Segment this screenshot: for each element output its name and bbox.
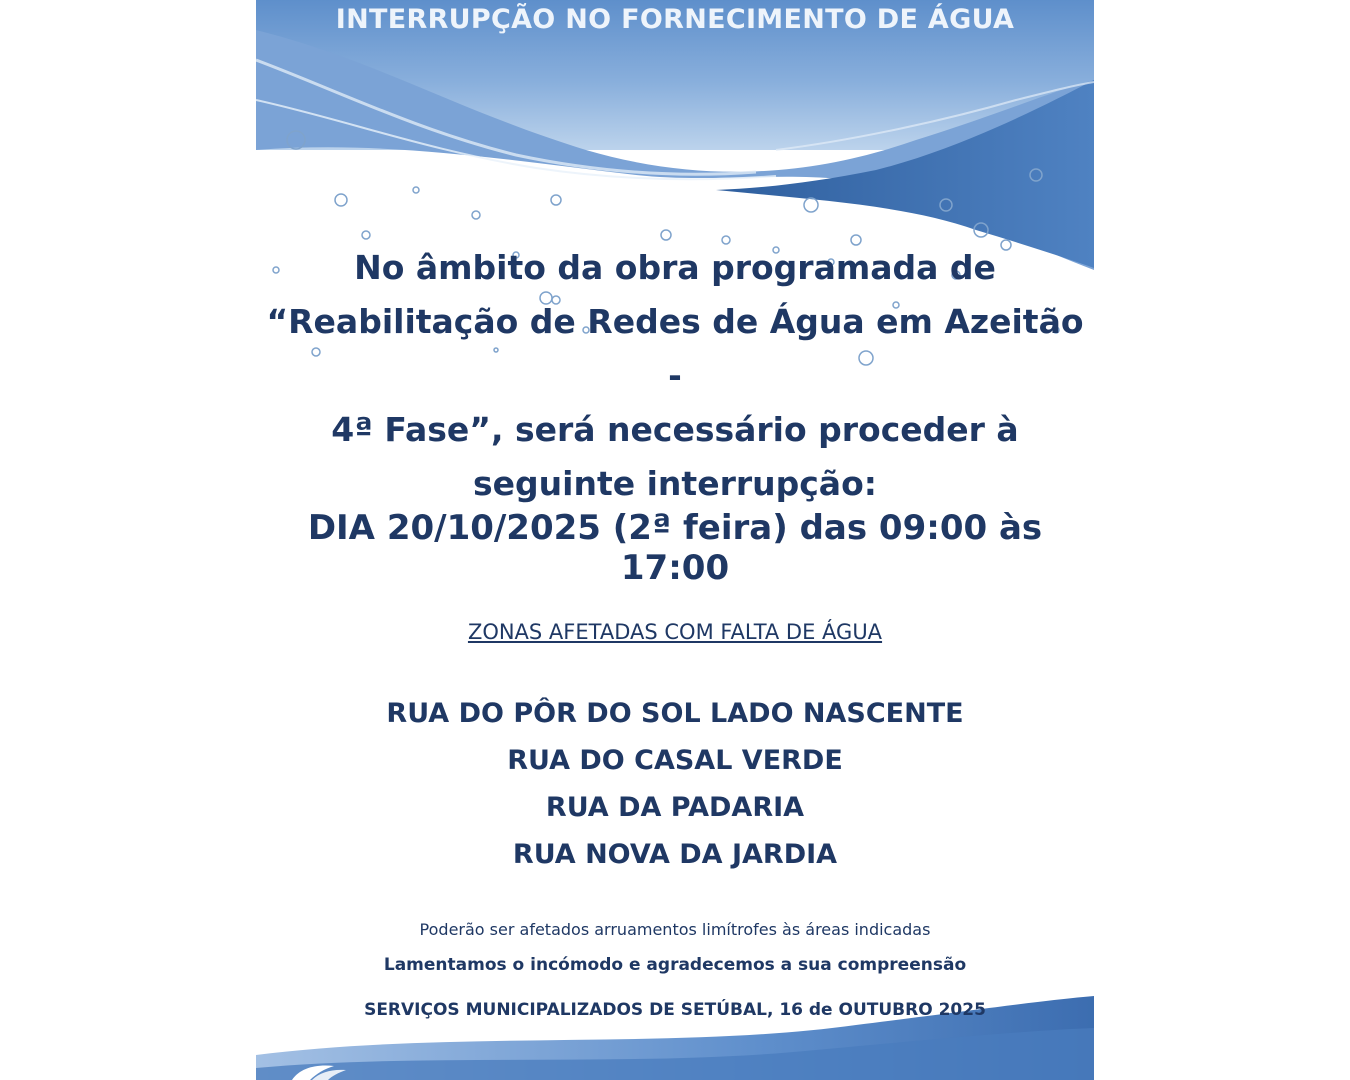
notice-poster: [256, 0, 1094, 1080]
boundary-note: Poderão ser afetados arruamentos limítrofes às áreas indicadas: [419, 920, 931, 939]
zones-heading: ZONAS AFETADAS COM FALTA DE ÁGUA: [467, 620, 883, 644]
sms-logo-icon: [290, 1062, 360, 1080]
intro-paragraph: [266, 241, 1084, 511]
intro-line: seguinte interrupção:: [473, 464, 877, 503]
street-item: RUA DO CASAL VERDE: [507, 745, 843, 776]
street-item: RUA DA PADARIA: [545, 792, 805, 823]
intro-line: “Reabilitação de Redes de Água em Azeitão -: [266, 302, 1084, 395]
street-item: RUA DO PÔR DO SOL LADO NASCENTE: [386, 698, 964, 729]
intro-line: No âmbito da obra programada de: [354, 248, 996, 287]
notice-title: INTERRUPÇÃO NO FORNECIMENTO DE ÁGUA: [335, 4, 1015, 35]
apology-text: Lamentamos o incómodo e agradecemos a sua compreensão: [383, 955, 967, 975]
street-item: RUA NOVA DA JARDIA: [512, 839, 838, 870]
signature-line: SERVIÇOS MUNICIPALIZADOS DE SETÚBAL, 16 de OUTUBRO 2025: [364, 1000, 986, 1020]
intro-line: 4ª Fase”, será necessário proceder à: [331, 410, 1019, 449]
interruption-schedule: DIA 20/10/2025 (2ª feira) das 09:00 às 17:00: [307, 508, 1043, 588]
affected-streets-list: [256, 690, 1094, 878]
